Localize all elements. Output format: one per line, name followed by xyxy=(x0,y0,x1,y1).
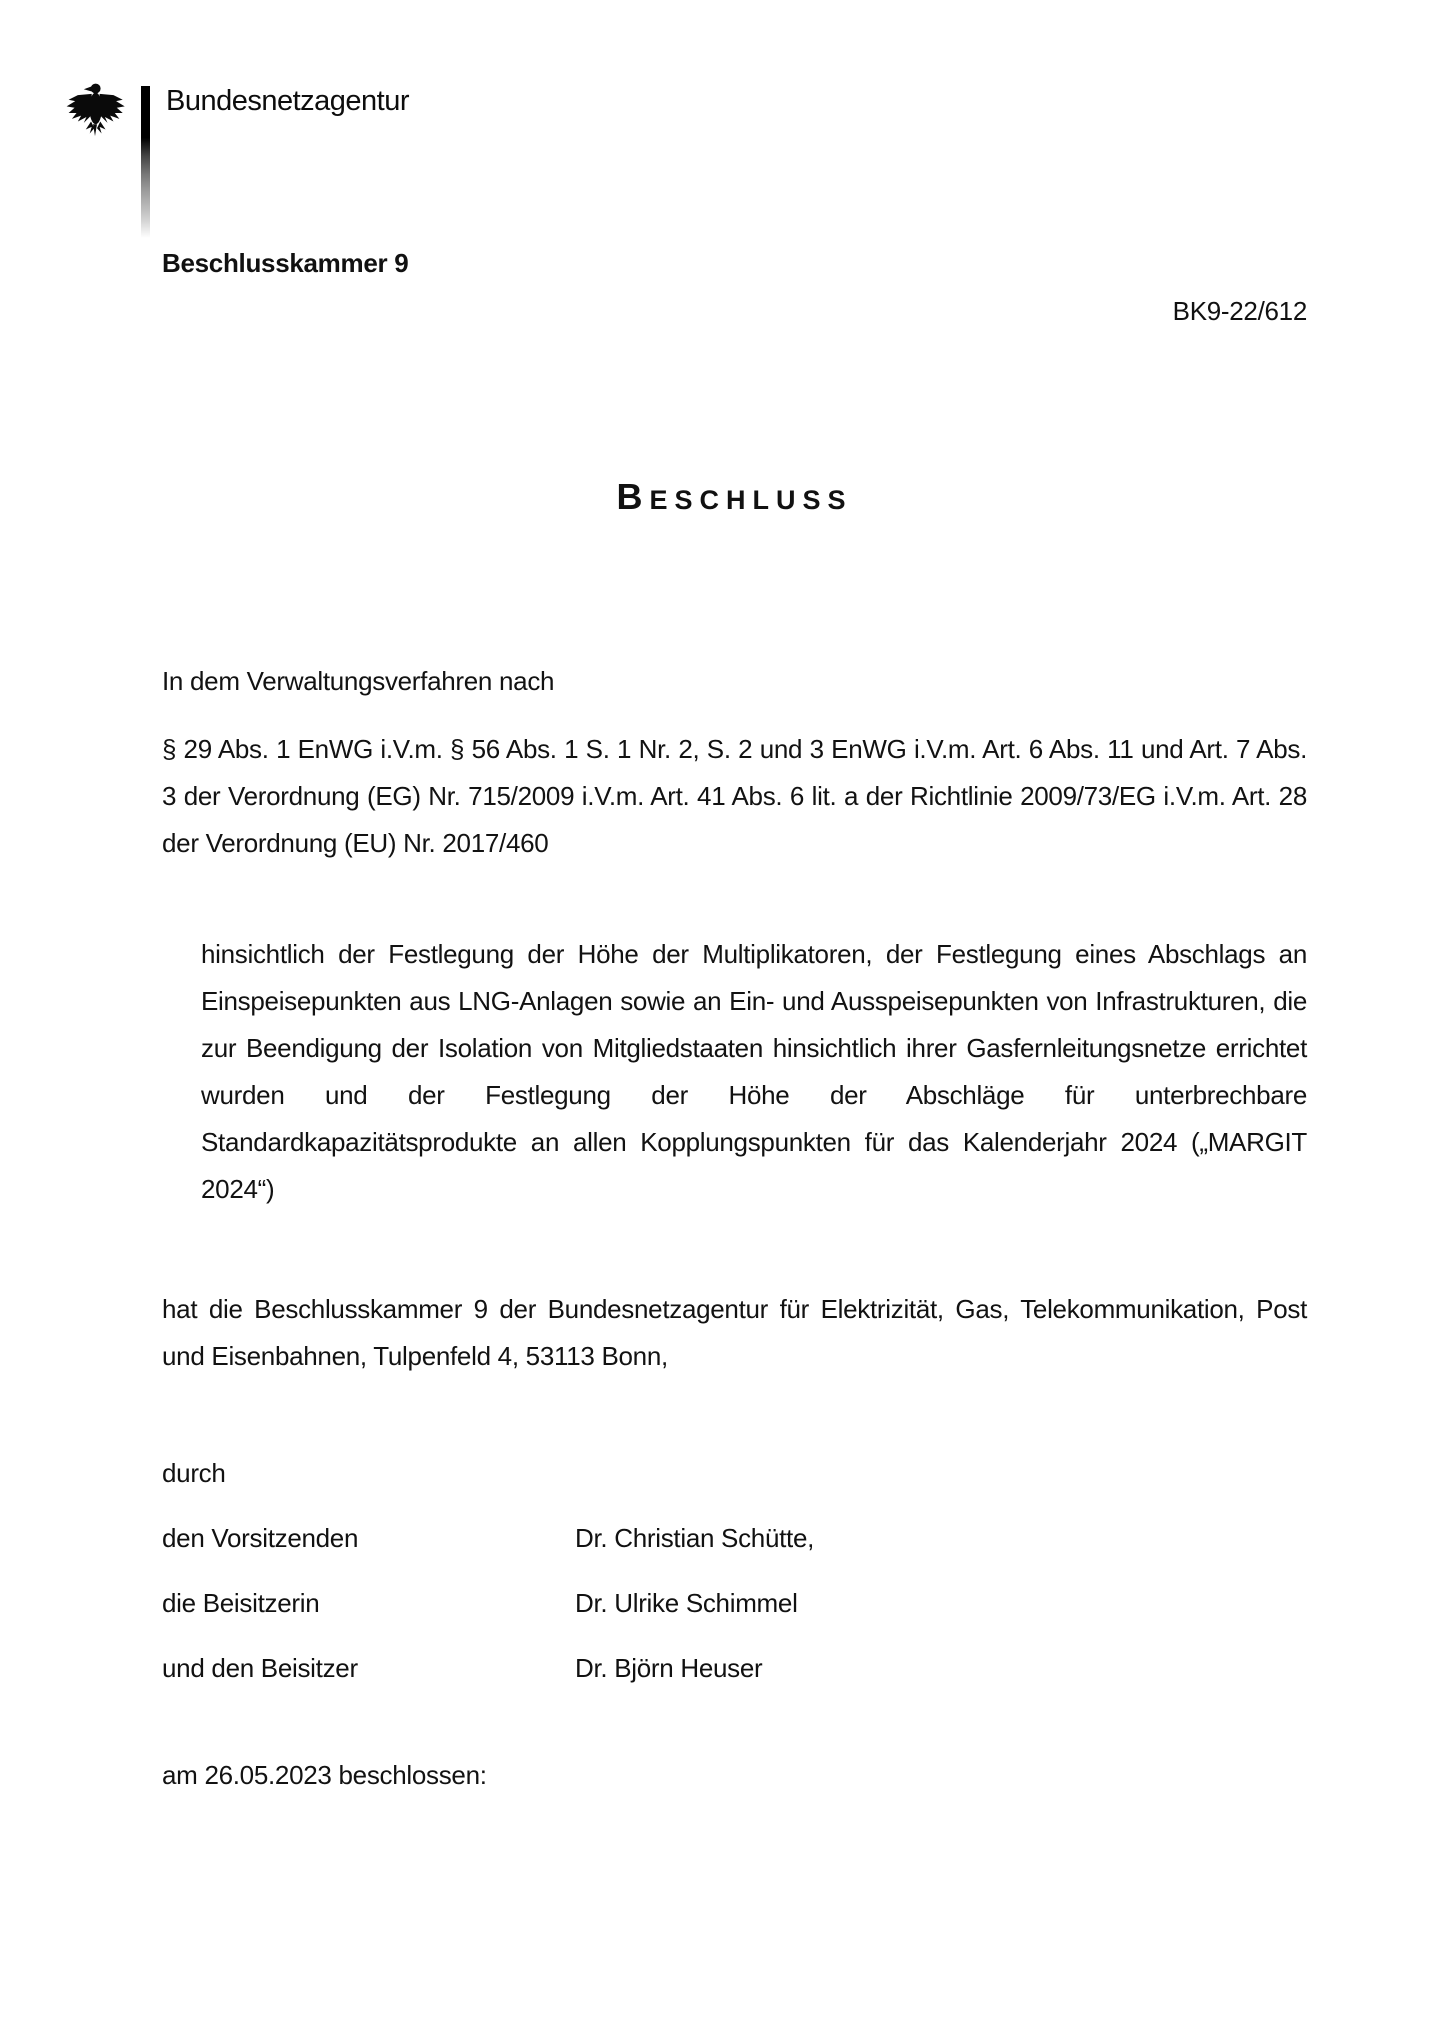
document-title-rest: ESCHLUSS xyxy=(649,485,853,515)
intro-line: In dem Verwaltungsverfahren nach xyxy=(162,666,555,696)
authority-paragraph: hat die Beschlusskammer 9 der Bundesnetzagentur für Elektrizität, Gas, Telekommunikation, Post und Eisenbahnen, Tulpenfeld 4, 53113 Bonn, xyxy=(162,1294,1307,1371)
member-role: und den Beisitzer xyxy=(162,1653,358,1683)
member-name: Dr. Björn Heuser xyxy=(575,1653,763,1683)
member-row-assessor-2 xyxy=(162,1652,1307,1684)
decision-date-line: am 26.05.2023 beschlossen: xyxy=(162,1760,487,1790)
subject-paragraph: hinsichtlich der Festlegung der Höhe der Multiplikatoren, der Festlegung eines Abschlags an Einspeisepunkten aus LNG-Anlagen sowie an Ein- und Ausspeisepunkten von Infrastrukturen, die zur Beendigung der Isolation von Mitgliedstaaten hinsichtlich ihrer Gasfernleitungsnetze errichtet wurden und der Festlegung der Höhe der Abschläge für unterbrechbare Standardkapazitätsprodukte an allen Kopplungspunkten für das Kalenderjahr 2024 („MARGIT 2024“) xyxy=(201,939,1307,1204)
durch-line: durch xyxy=(162,1458,226,1488)
member-role: den Vorsitzenden xyxy=(162,1523,359,1553)
member-role: die Beisitzerin xyxy=(162,1588,320,1618)
letterhead-divider-bar xyxy=(141,86,150,238)
federal-eagle-icon xyxy=(60,78,130,144)
member-row-chairman xyxy=(162,1522,1307,1554)
department-label: Beschlusskammer 9 xyxy=(162,248,409,278)
member-name: Dr. Christian Schütte, xyxy=(575,1523,815,1553)
document-title-first-letter: B xyxy=(616,476,650,517)
agency-name: Bundesnetzagentur xyxy=(166,85,410,117)
document-title xyxy=(162,476,1307,518)
member-row-assessor-1 xyxy=(162,1587,1307,1619)
member-name: Dr. Ulrike Schimmel xyxy=(575,1588,798,1618)
case-number: BK9-22/612 xyxy=(1172,296,1307,326)
legal-basis-paragraph: § 29 Abs. 1 EnWG i.V.m. § 56 Abs. 1 S. 1 Nr. 2, S. 2 und 3 EnWG i.V.m. Art. 6 Abs. 11 und Art. 7 Abs. 3 der Verordnung (EG) Nr. 715/2009 i.V.m. Art. 41 Abs. 6 lit. a der Richtlinie 2009/73/EG i.V.m. Art. 28 der Verordnung (EU) Nr. 2017/460 xyxy=(162,734,1307,858)
